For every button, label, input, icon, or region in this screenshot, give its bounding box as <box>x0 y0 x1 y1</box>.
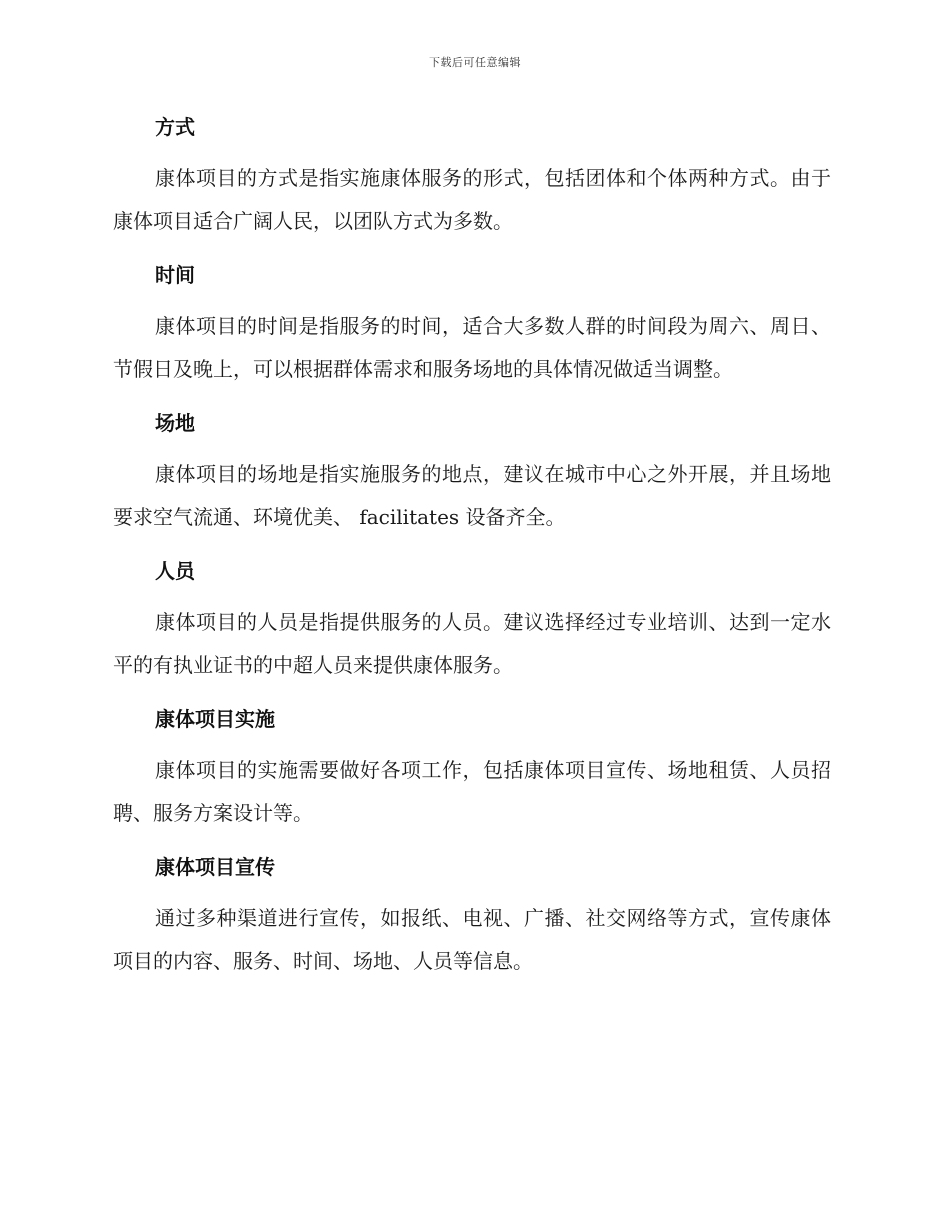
section-heading: 人员 <box>155 559 195 583</box>
section-time <box>113 254 831 391</box>
section-implementation <box>113 698 831 835</box>
document-body <box>113 106 831 994</box>
section-promotion <box>113 846 831 983</box>
section-heading: 方式 <box>155 115 195 139</box>
section-heading: 康体项目实施 <box>155 707 275 731</box>
section-staff <box>113 550 831 687</box>
section-paragraph: 康体项目的实施需要做好各项工作，包括康体项目宣传、场地租赁、人员招聘、服务方案设计等。 <box>113 758 831 825</box>
section-method <box>113 106 831 243</box>
section-heading: 场地 <box>155 411 195 435</box>
section-paragraph: 通过多种渠道进行宣传，如报纸、电视、广播、社交网络等方式，宣传康体项目的内容、服务、时间、场地、人员等信息。 <box>113 906 831 973</box>
section-heading: 时间 <box>155 263 195 287</box>
section-paragraph: 康体项目的方式是指实施康体服务的形式，包括团体和个体两种方式。由于康体项目适合广阔人民，以团队方式为多数。 <box>113 166 831 233</box>
section-heading: 康体项目宣传 <box>155 855 275 879</box>
section-paragraph: 康体项目的时间是指服务的时间，适合大多数人群的时间段为周六、周日、节假日及晚上，可以根据群体需求和服务场地的具体情况做适当调整。 <box>113 314 831 381</box>
page-header-note: 下载后可任意编辑 <box>429 56 521 69</box>
section-paragraph: 康体项目的人员是指提供服务的人员。建议选择经过专业培训、达到一定水平的有执业证书的中超人员来提供康体服务。 <box>113 610 831 677</box>
section-venue <box>113 402 831 539</box>
section-paragraph: 康体项目的场地是指实施服务的地点，建议在城市中心之外开展，并且场地要求空气流通、环境优美、 facilitates 设备齐全。 <box>113 462 831 529</box>
